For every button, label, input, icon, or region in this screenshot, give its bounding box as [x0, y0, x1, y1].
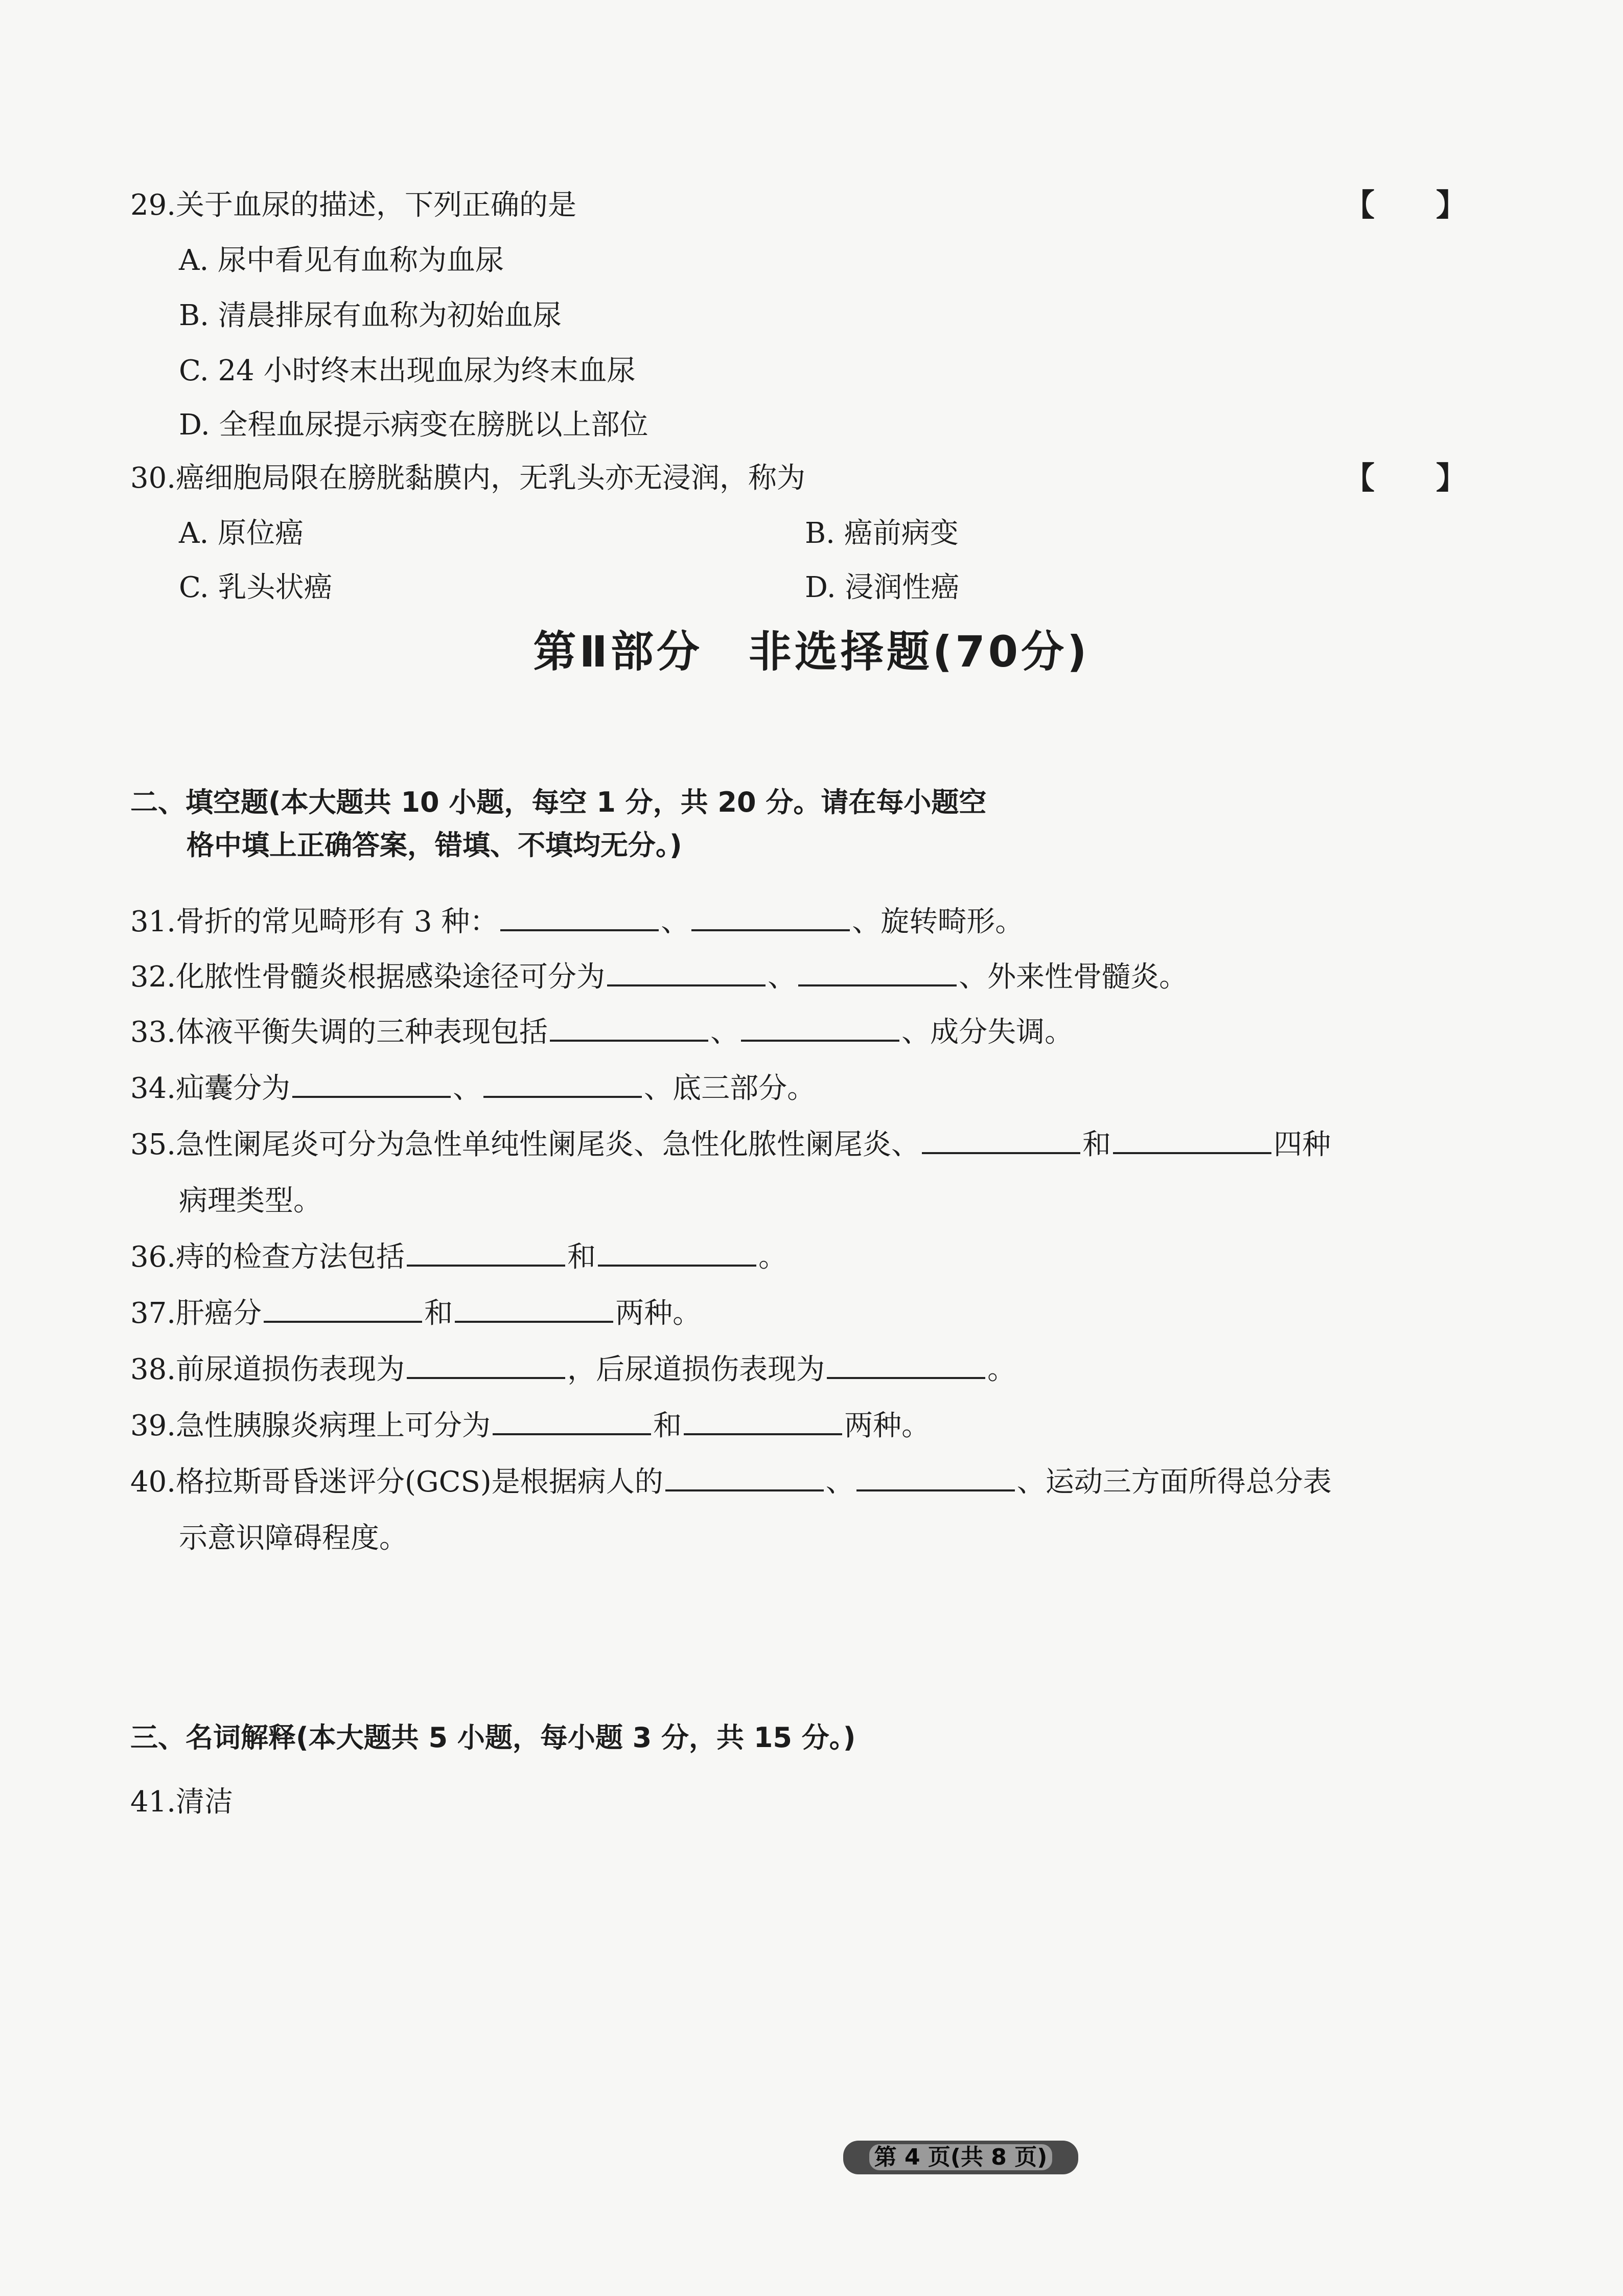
question-29-stem: 29.关于血尿的描述，下列正确的是 — [130, 189, 577, 222]
section-2-heading-line2: 格中填上正确答案，错填、不填均无分。) — [187, 829, 682, 861]
section-2-heading-line1: 二、填空题(本大题共 10 小题，每空 1 分，共 20 分。请在每小题空 — [130, 786, 987, 818]
q39-sep: 和 — [653, 1409, 682, 1442]
q29-option-b: B. 清晨排尿有血称为初始血尿 — [179, 299, 562, 332]
q34-blank-1[interactable] — [292, 1069, 451, 1098]
page-number-badge — [843, 2141, 1078, 2174]
q30-option-c: C. 乳头状癌 — [179, 571, 333, 604]
q35-text-a: 35.急性阑尾炎可分为急性单纯性阑尾炎、急性化脓性阑尾炎、 — [130, 1128, 920, 1161]
q30-option-b: B. 癌前病变 — [805, 517, 959, 550]
q29-option-a: A. 尿中看见有血称为血尿 — [179, 244, 504, 277]
q33-text-a: 33.体液平衡失调的三种表现包括 — [130, 1016, 548, 1049]
q37-text-b: 两种。 — [615, 1297, 702, 1330]
q37-blank-1[interactable] — [264, 1294, 422, 1323]
q35-blank-1[interactable] — [922, 1126, 1080, 1154]
q34-sep: 、 — [453, 1072, 482, 1105]
question-33 — [130, 1012, 1073, 1053]
q39-text-a: 39.急性胰腺炎病理上可分为 — [130, 1409, 491, 1442]
q33-blank-2[interactable] — [741, 1013, 899, 1042]
q29-option-d: D. 全程血尿提示病变在膀胱以上部位 — [179, 408, 648, 442]
question-39 — [130, 1406, 930, 1447]
question-38 — [130, 1349, 1016, 1390]
q38-blank-1[interactable] — [407, 1350, 565, 1379]
question-37 — [130, 1293, 701, 1334]
part-2-title: 第Ⅱ部分 非选择题(70分) — [533, 627, 1090, 677]
q36-text-a: 36.痔的检查方法包括 — [130, 1241, 405, 1274]
q34-text-b: 、底三部分。 — [644, 1072, 816, 1105]
q37-sep: 和 — [424, 1297, 453, 1330]
q38-blank-2[interactable] — [827, 1350, 985, 1379]
q40-blank-1[interactable] — [665, 1463, 824, 1491]
q31-blank-1[interactable] — [500, 903, 659, 931]
q40-text-b: 、运动三方面所得总分表 — [1016, 1465, 1332, 1499]
q31-text-b: 、旋转畸形。 — [852, 905, 1024, 938]
page-number-text: 第 4 页(共 8 页) — [869, 2144, 1053, 2170]
answer-bracket-29[interactable]: 【 】 — [1344, 188, 1467, 223]
q35-text-b: 四种 — [1273, 1128, 1331, 1161]
q40-blank-2[interactable] — [856, 1463, 1015, 1491]
question-31 — [130, 902, 1024, 943]
q40-text-a: 40.格拉斯哥昏迷评分(GCS)是根据病人的 — [130, 1465, 663, 1499]
answer-bracket-30[interactable]: 【 】 — [1344, 461, 1467, 496]
q35-sep: 和 — [1082, 1128, 1111, 1161]
q38-sep: ，后尿道损伤表现为 — [567, 1353, 825, 1386]
q32-text-a: 32.化脓性骨髓炎根据感染途径可分为 — [130, 960, 606, 994]
q36-blank-1[interactable] — [407, 1238, 565, 1267]
q31-blank-2[interactable] — [691, 903, 850, 931]
q32-blank-1[interactable] — [607, 958, 766, 986]
q40-continuation: 示意识障碍程度。 — [179, 1522, 408, 1555]
q37-text-a: 37.肝癌分 — [130, 1297, 262, 1330]
q39-blank-2[interactable] — [684, 1407, 842, 1435]
q32-sep: 、 — [768, 960, 797, 994]
q35-blank-2[interactable] — [1113, 1126, 1271, 1154]
q31-text-a: 31.骨折的常见畸形有 3 种： — [130, 905, 499, 938]
q32-blank-2[interactable] — [798, 958, 957, 986]
question-30-stem: 30.癌细胞局限在膀胱黏膜内，无乳头亦无浸润，称为 — [130, 462, 806, 495]
question-32 — [130, 957, 1188, 998]
q40-sep: 、 — [825, 1465, 854, 1499]
section-3-heading: 三、名词解释(本大题共 5 小题，每小题 3 分，共 15 分。) — [130, 1721, 856, 1754]
q36-blank-2[interactable] — [598, 1238, 756, 1267]
q38-text-b: 。 — [987, 1353, 1016, 1386]
q36-text-b: 。 — [758, 1241, 787, 1274]
q35-continuation: 病理类型。 — [179, 1184, 322, 1218]
q29-option-c: C. 24 小时终末出现血尿为终末血尿 — [179, 354, 636, 387]
q39-blank-1[interactable] — [493, 1407, 651, 1435]
question-40 — [130, 1462, 1332, 1503]
q33-sep: 、 — [710, 1016, 739, 1049]
question-36 — [130, 1237, 787, 1278]
question-41: 41.清洁 — [130, 1785, 234, 1819]
q34-text-a: 34.疝囊分为 — [130, 1072, 291, 1105]
q34-blank-2[interactable] — [483, 1069, 642, 1098]
question-34 — [130, 1068, 816, 1109]
q30-option-a: A. 原位癌 — [179, 517, 304, 550]
q33-text-b: 、成分失调。 — [901, 1016, 1074, 1049]
q39-text-b: 两种。 — [844, 1409, 931, 1442]
q32-text-b: 、外来性骨髓炎。 — [959, 960, 1188, 994]
q38-text-a: 38.前尿道损伤表现为 — [130, 1353, 405, 1386]
q33-blank-1[interactable] — [550, 1013, 708, 1042]
q36-sep: 和 — [567, 1241, 596, 1274]
q30-option-d: D. 浸润性癌 — [805, 571, 960, 604]
question-35 — [130, 1124, 1331, 1165]
q31-sep: 、 — [661, 905, 690, 938]
q37-blank-2[interactable] — [455, 1294, 613, 1323]
